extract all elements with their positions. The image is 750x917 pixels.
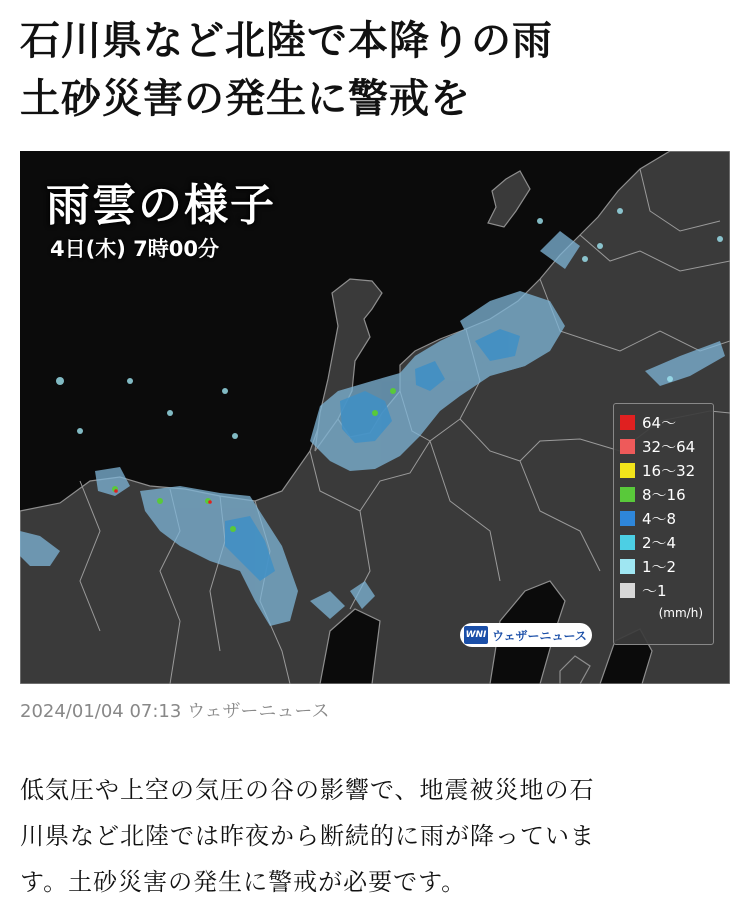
- legend-unit: (mm/h): [658, 606, 703, 620]
- rain-radar-map[interactable]: [20, 151, 730, 684]
- legend-swatch: [620, 511, 635, 526]
- headline-line-1: 石川県など北陸で本降りの雨: [20, 18, 553, 64]
- weathernews-logo: [460, 623, 592, 647]
- legend-label: 64～: [642, 413, 677, 432]
- map-timestamp: 4日(木) 7時00分: [50, 237, 219, 261]
- legend-item: [620, 482, 707, 506]
- legend-swatch: [620, 415, 635, 430]
- legend-swatch: [620, 583, 635, 598]
- rain-legend: [613, 403, 714, 645]
- legend-swatch: [620, 559, 635, 574]
- legend-item: [620, 506, 707, 530]
- body-line-2: 川県など北陸では昨夜から断続的に雨が降っていま: [20, 822, 595, 850]
- legend-item: [620, 578, 707, 602]
- article-body: [20, 767, 732, 905]
- image-caption: 2024/01/04 07:13 ウェザーニュース: [20, 701, 330, 722]
- wni-logo-icon: WNI: [464, 626, 488, 644]
- article-headline: [20, 12, 732, 128]
- legend-label: 16～32: [642, 461, 696, 480]
- legend-label: 2～4: [642, 533, 677, 552]
- legend-label: ～1: [642, 581, 667, 600]
- headline-line-2: 土砂災害の発生に警戒を: [20, 76, 471, 122]
- legend-label: 8～16: [642, 485, 686, 504]
- map-title: 雨雲の様子: [46, 180, 276, 231]
- legend-item: [620, 530, 707, 554]
- legend-label: 32～64: [642, 437, 696, 456]
- brand-name: ウェザーニュース: [492, 628, 587, 643]
- legend-swatch: [620, 439, 635, 454]
- legend-item: [620, 410, 707, 434]
- legend-swatch: [620, 535, 635, 550]
- legend-swatch: [620, 487, 635, 502]
- body-line-1: 低気圧や上空の気圧の谷の影響で、地震被災地の石: [20, 776, 595, 804]
- legend-swatch: [620, 463, 635, 478]
- legend-label: 4～8: [642, 509, 677, 528]
- legend-item: [620, 434, 707, 458]
- legend-label: 1～2: [642, 557, 677, 576]
- legend-item: [620, 554, 707, 578]
- body-line-3: す。土砂災害の発生に警戒が必要です。: [20, 868, 467, 896]
- legend-item: [620, 458, 707, 482]
